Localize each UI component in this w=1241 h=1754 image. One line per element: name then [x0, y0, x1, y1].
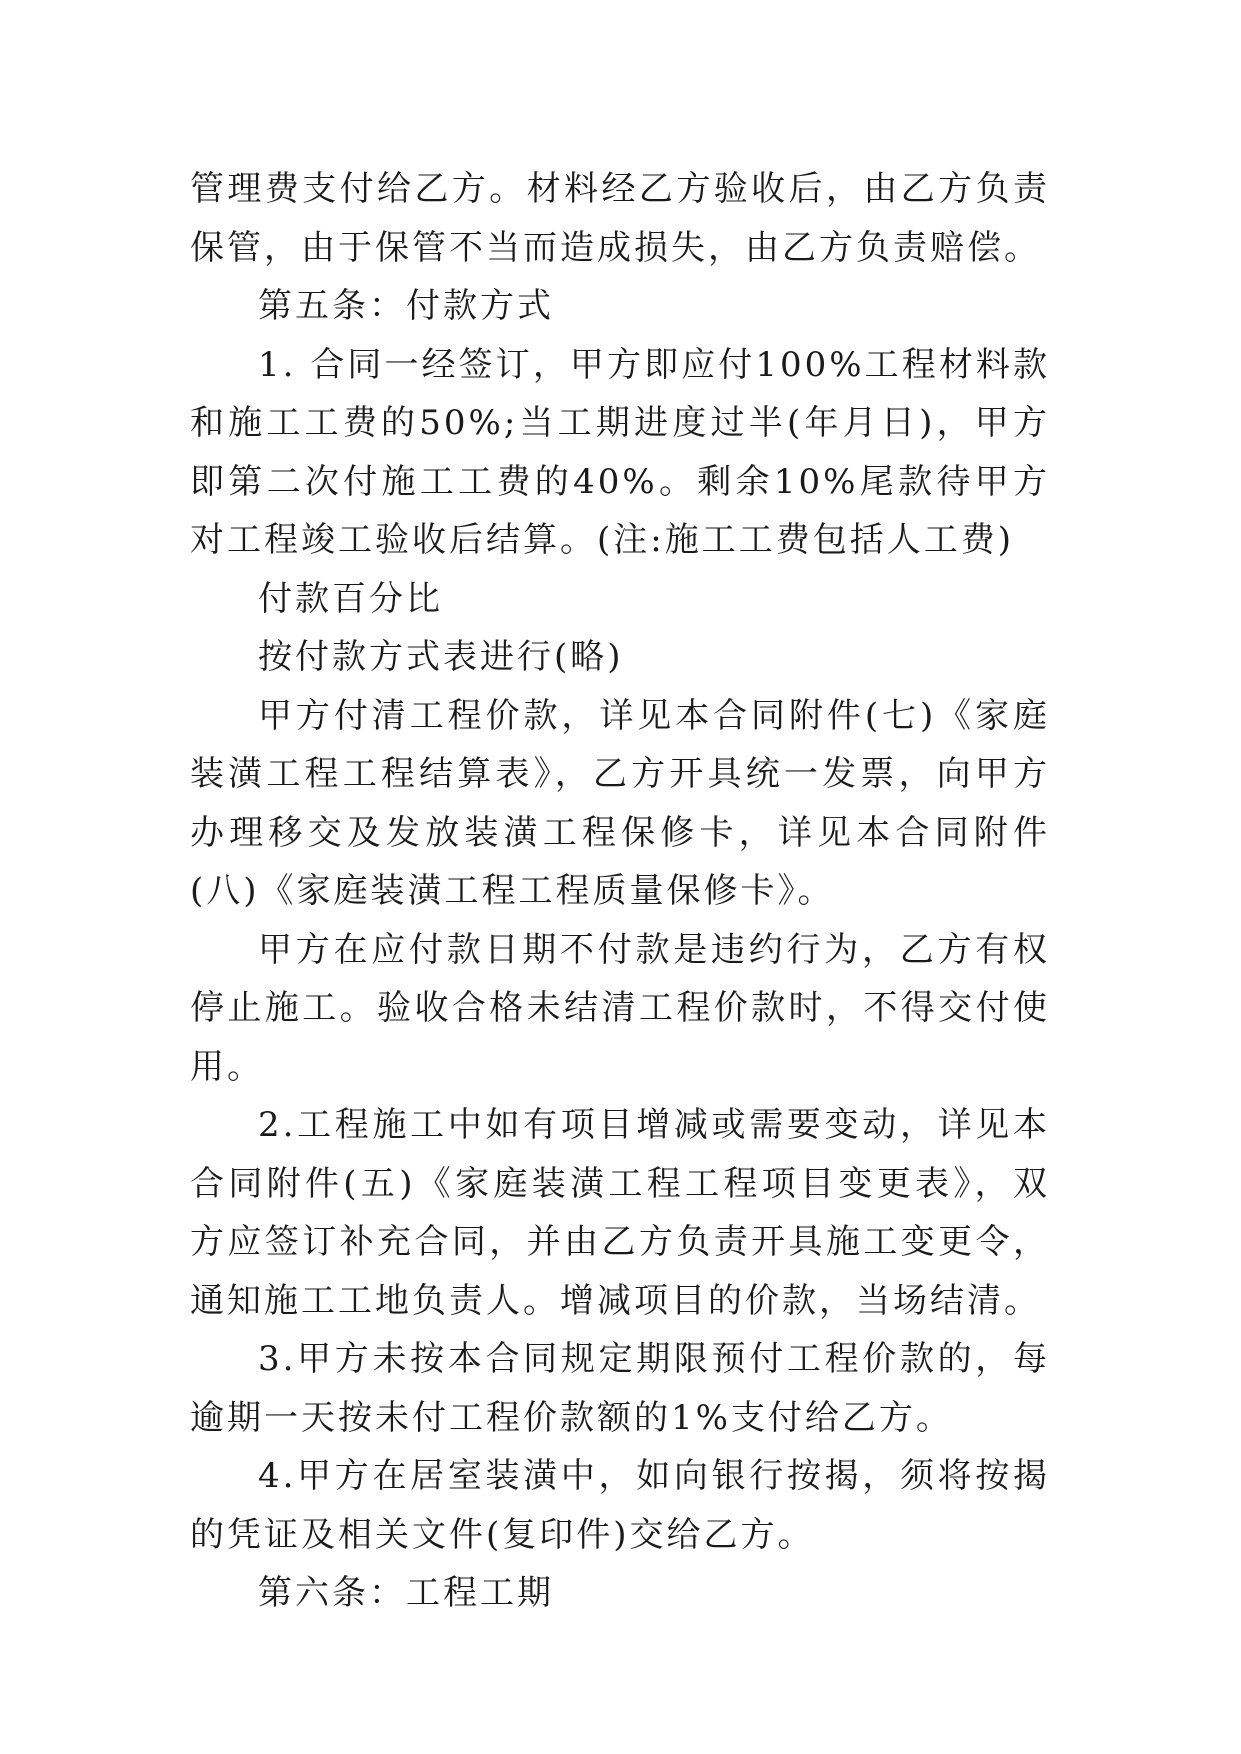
paragraph-payment-1: 1. 合同一经签订，甲方即应付100%工程材料款和施工工费的50%;当工期进度过半(年月日)，甲方即第二次付施工工费的40%。剩余10%尾款待甲方对工程竣工验收后结算。(注:施工工费包括人工费): [190, 344, 1050, 560]
paragraph-payment-4: 4.甲方在居室装潢中，如向银行按揭，须将按揭的凭证及相关文件(复印件)交给乙方。: [190, 1456, 1050, 1555]
paragraph-payment-percentage: 付款百分比: [258, 578, 443, 619]
paragraph-payment-table: 按付款方式表进行(略): [258, 637, 624, 677]
paragraph-payment-2: 2.工程施工中如有项目增减或需要变动，详见本合同附件(五)《家庭装潢工程工程项目变更表》，双方应签订补充合同，并由乙方负责开具施工变更令，通知施工工地负责人。增减项目的价款，当场结清。: [190, 1105, 1050, 1321]
paragraph-default: 甲方在应付款日期不付款是违约行为，乙方有权停止施工。验收合格未结清工程价款时，不得交付使用。: [190, 929, 1050, 1087]
heading-article-5: 第五条：付款方式: [258, 286, 554, 326]
heading-article-6: 第六条：工程工期: [258, 1573, 554, 1613]
paragraph-storage-liability: 管理费支付给乙方。材料经乙方验收后，由乙方负责保管，由于保管不当而造成损失，由乙方负责赔偿。: [190, 169, 1050, 268]
document-body: [190, 160, 1050, 1623]
paragraph-settlement: 甲方付清工程价款，详见本合同附件(七)《家庭装潢工程工程结算表》，乙方开具统一发票，向甲方办理移交及发放装潢工程保修卡，详见本合同附件(八)《家庭装潢工程工程质量保修卡》。: [190, 695, 1050, 911]
paragraph-payment-3: 3.甲方未按本合同规定期限预付工程价款的，每逾期一天按未付工程价款额的1%支付给乙方。: [190, 1339, 1050, 1438]
